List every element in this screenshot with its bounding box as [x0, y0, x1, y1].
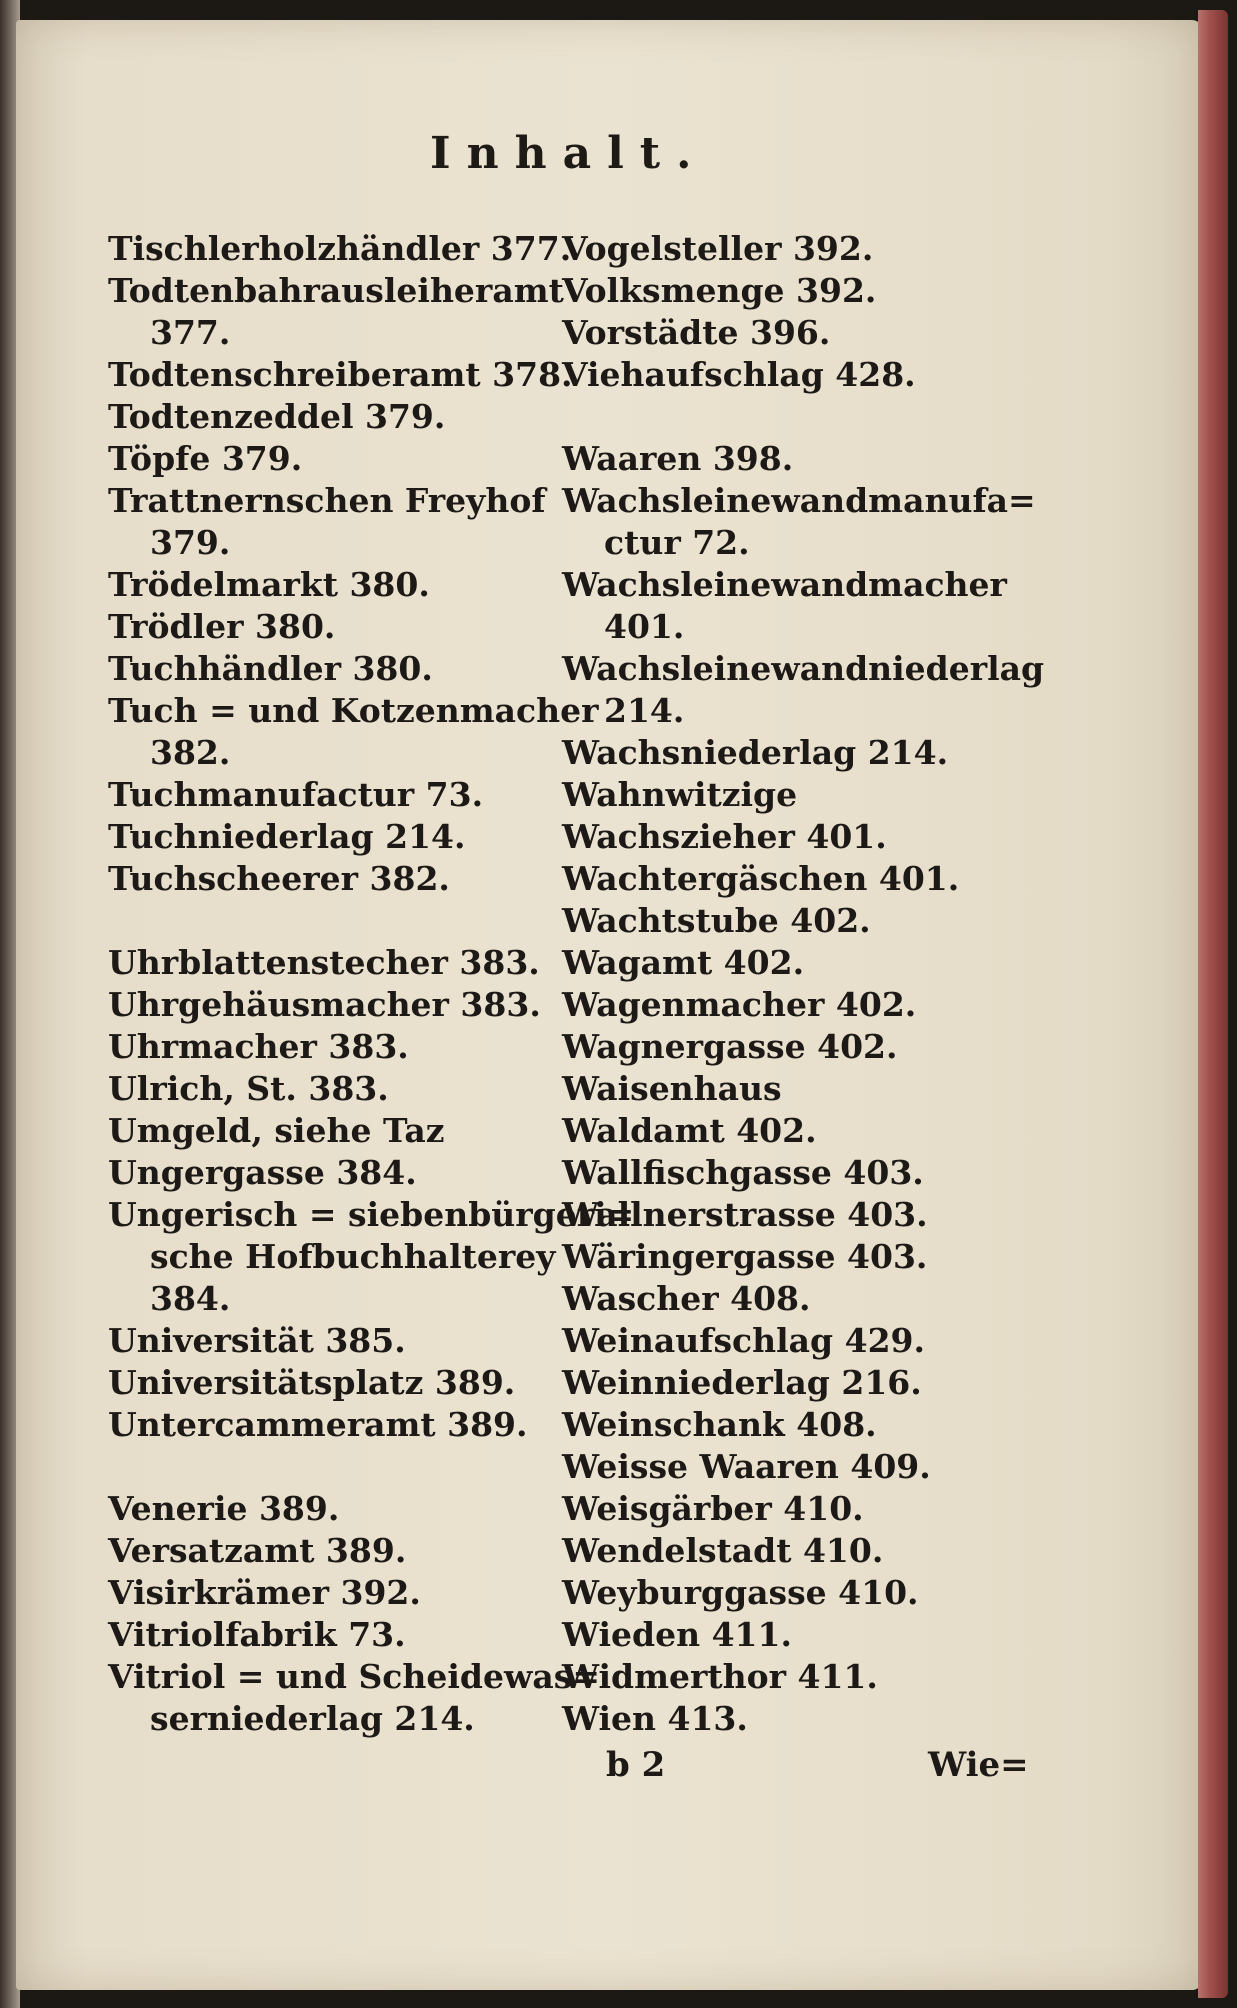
index-entry: Wachsniederlag 214. — [562, 733, 949, 772]
index-entry: Trödelmarkt 380. — [108, 565, 430, 604]
index-entry: Wachsleinewandniederlag — [562, 649, 1045, 688]
index-entry: Wachsleinewandmacher — [562, 565, 1007, 604]
index-entry-continuation: 382. — [150, 733, 231, 772]
index-entry: Tischlerholzhändler 377. — [108, 229, 572, 268]
index-entry: Wascher 408. — [562, 1279, 811, 1318]
index-entry-continuation: serniederlag 214. — [150, 1699, 475, 1738]
index-entry: Tuchscheerer 382. — [108, 859, 450, 898]
index-entry: Todtenzeddel 379. — [108, 397, 446, 436]
index-gap — [108, 1446, 553, 1488]
signature-mark: b 2 — [606, 1745, 666, 1785]
index-entry: Uhrmacher 383. — [108, 1027, 409, 1066]
index-entry: Weisgärber 410. — [562, 1489, 864, 1528]
index-entry-continuation: 377. — [150, 313, 231, 352]
index-entry-continuation: 214. — [604, 691, 685, 730]
index-entry: Vogelsteller 392. — [562, 229, 874, 268]
index-entry: Waisenhaus — [562, 1069, 782, 1108]
index-entry: Wallfischgasse 403. — [562, 1153, 924, 1192]
index-entry: Uhrblattenstecher 383. — [108, 943, 540, 982]
index-entry: Visirkrämer 392. — [108, 1573, 421, 1612]
index-entry: Wagnergasse 402. — [562, 1027, 898, 1066]
index-entry: Untercammeramt 389. — [108, 1405, 528, 1444]
index-entry: Wäringergasse 403. — [562, 1237, 928, 1276]
index-entry: Weinaufschlag 429. — [562, 1321, 925, 1360]
running-head: Inhalt. — [430, 128, 708, 179]
index-entry: Versatzamt 389. — [108, 1531, 407, 1570]
index-entry: Wagamt 402. — [562, 943, 805, 982]
index-entry: Vitriolfabrik 73. — [108, 1615, 406, 1654]
index-entry: Tuchhändler 380. — [108, 649, 433, 688]
index-entry: Tuchmanufactur 73. — [108, 775, 484, 814]
index-entry: Uhrgehäusmacher 383. — [108, 985, 541, 1024]
index-entry: Wachtstube 402. — [562, 901, 871, 940]
index-entry: Trödler 380. — [108, 607, 336, 646]
index-entry: Ungerisch = siebenbürgeri= — [108, 1195, 635, 1234]
index-gap — [562, 396, 1002, 438]
index-entry: Vitriol = und Scheidewas= — [108, 1657, 600, 1696]
index-entry: Universität 385. — [108, 1321, 406, 1360]
index-entry-continuation: sche Hofbuchhalterey — [150, 1237, 556, 1276]
index-entry: Wieden 411. — [562, 1615, 792, 1654]
index-entry: Vorstädte 396. — [562, 313, 831, 352]
index-entry-continuation: 384. — [150, 1279, 231, 1318]
index-entry: Umgeld, siehe Taz — [108, 1111, 445, 1150]
index-entry: Tuchniederlag 214. — [108, 817, 466, 856]
book-fore-edge — [1198, 10, 1228, 1998]
index-entry: Weyburggasse 410. — [562, 1573, 919, 1612]
index-entry: Waaren 398. — [562, 439, 794, 478]
index-entry: Todtenbahrausleiheramt — [108, 271, 564, 310]
index-column-left — [108, 228, 635, 1740]
index-entry: Waldamt 402. — [562, 1111, 817, 1150]
index-entry-continuation: ctur 72. — [604, 523, 750, 562]
index-entry-continuation: 401. — [604, 607, 685, 646]
catchword: Wie= — [928, 1745, 1029, 1785]
index-entry: Wien 413. — [562, 1699, 748, 1738]
index-entry: Wachsleinewandmanufa= — [562, 481, 1036, 520]
index-entry: Trattnernschen Freyhof — [108, 481, 546, 520]
index-entry: Todtenschreiberamt 378. — [108, 355, 573, 394]
index-entry: Volksmenge 392. — [562, 271, 877, 310]
index-entry: Wagenmacher 402. — [562, 985, 917, 1024]
index-entry: Wachtergäschen 401. — [562, 859, 960, 898]
index-entry: Universitätsplatz 389. — [108, 1363, 516, 1402]
index-entry: Wachszieher 401. — [562, 817, 887, 856]
index-column-right — [562, 228, 1045, 1740]
index-entry: Töpfe 379. — [108, 439, 303, 478]
index-entry: Ungergasse 384. — [108, 1153, 417, 1192]
index-entry: Tuch = und Kotzenmacher — [108, 691, 599, 730]
index-entry: Weinschank 408. — [562, 1405, 877, 1444]
index-entry-continuation: 379. — [150, 523, 231, 562]
index-entry: Widmerthor 411. — [562, 1657, 878, 1696]
index-entry: Venerie 389. — [108, 1489, 340, 1528]
index-entry: Ulrich, St. 383. — [108, 1069, 389, 1108]
index-entry: Weisse Waaren 409. — [562, 1447, 931, 1486]
index-entry: Wallnerstrasse 403. — [562, 1195, 928, 1234]
index-gap — [108, 900, 553, 942]
index-entry: Weinniederlag 216. — [562, 1363, 922, 1402]
index-entry: Wendelstadt 410. — [562, 1531, 884, 1570]
index-entry: Wahnwitzige — [562, 775, 798, 814]
index-entry: Viehaufschlag 428. — [562, 355, 916, 394]
